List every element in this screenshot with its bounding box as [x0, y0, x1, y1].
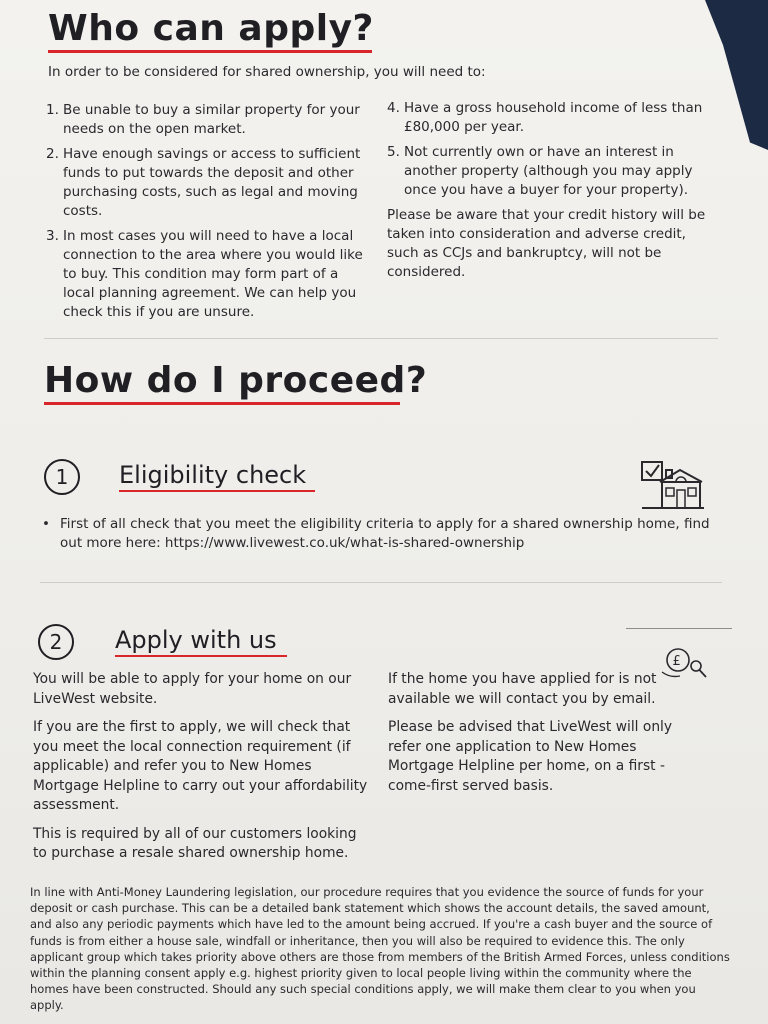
divider: [40, 582, 722, 583]
aml-footnote: In line with Anti-Money Laundering legislation, our procedure requires that you evidence the source of funds for your deposit or cash purchase. This can be a detailed bank statement which shows the account details, the saved amount, and also any periodic payments which have led to the amount being accrued. If you're a cash buyer and the source of funds is from either a house sale, windfall or inheritance, then you will also be required to evidence this. The only applicant group which takes priority above others are those from members of the British Armed Forces, unless conditions within the planning consent apply e.g. highest priority given to local people living within the community where the homes have been constructed. Should any such special conditions apply, we will make them clear to you when you apply.: [30, 885, 730, 1013]
list-item: 1. Be unable to buy a similar property for your needs on the open market.: [46, 102, 360, 137]
criteria-right-column: [387, 99, 717, 289]
step-title-apply: Apply with us: [115, 626, 277, 654]
criteria-left-column: [46, 101, 371, 328]
eligibility-bullet: • First of all check that you meet the eligibility criteria to apply for a shared ownership home, find out more here: https://www.livewest.co.uk/what-is-shared-ownership: [42, 516, 710, 551]
intro-text: In order to be considered for shared ownership, you will need to:: [48, 64, 486, 80]
bullet-dot: •: [42, 516, 50, 532]
apply-left-column: [33, 670, 368, 871]
apply-para: If you are the first to apply, we will check that you meet the local connection requirement (if applicable) and refer you to New Homes Mortgage Helpline to carry out your affordability assessment.: [33, 719, 368, 813]
apply-para: If the home you have applied for is not available we will contact you by email.: [388, 671, 657, 707]
apply-para: This is required by all of our customers looking to purchase a resale shared ownership home.: [33, 825, 357, 861]
apply-para: You will be able to apply for your home on our LiveWest website.: [33, 671, 352, 707]
list-item: 2. Have enough savings or access to sufficient funds to put towards the deposit and other purchasing costs, such as legal and moving costs.: [46, 146, 361, 219]
apply-right-column: [388, 670, 688, 803]
divider: [44, 338, 718, 339]
apply-para: Please be advised that LiveWest will only refer one application to New Homes Mortgage Helpline per home, on a first -come-first served basis.: [388, 719, 673, 794]
list-item: 5. Not currently own or have an interest in another property (although you may apply once you have a buyer for your property).: [387, 144, 693, 198]
svg-text:£: £: [672, 654, 681, 669]
credit-note: Please be aware that your credit history will be taken into consideration and adverse credit, such as CCJs and bankruptcy, will not be considered.: [387, 207, 706, 280]
heading-who-can-apply: Who can apply?: [48, 8, 374, 49]
heading-how-do-i-proceed: How do I proceed?: [44, 360, 427, 401]
list-item: 4. Have a gross household income of less than £80,000 per year.: [387, 100, 703, 135]
step-number-1: 1: [44, 459, 80, 495]
list-item: 3. In most cases you will need to have a local connection to the area where you would like to buy. This condition may form part of a local planning agreement. We can help you check this if you are unsure.: [46, 228, 363, 320]
short-rule: [626, 628, 732, 629]
step-number-2: 2: [38, 624, 74, 660]
house-checklist-icon: [640, 460, 706, 512]
step-title-eligibility: Eligibility check: [119, 461, 306, 489]
